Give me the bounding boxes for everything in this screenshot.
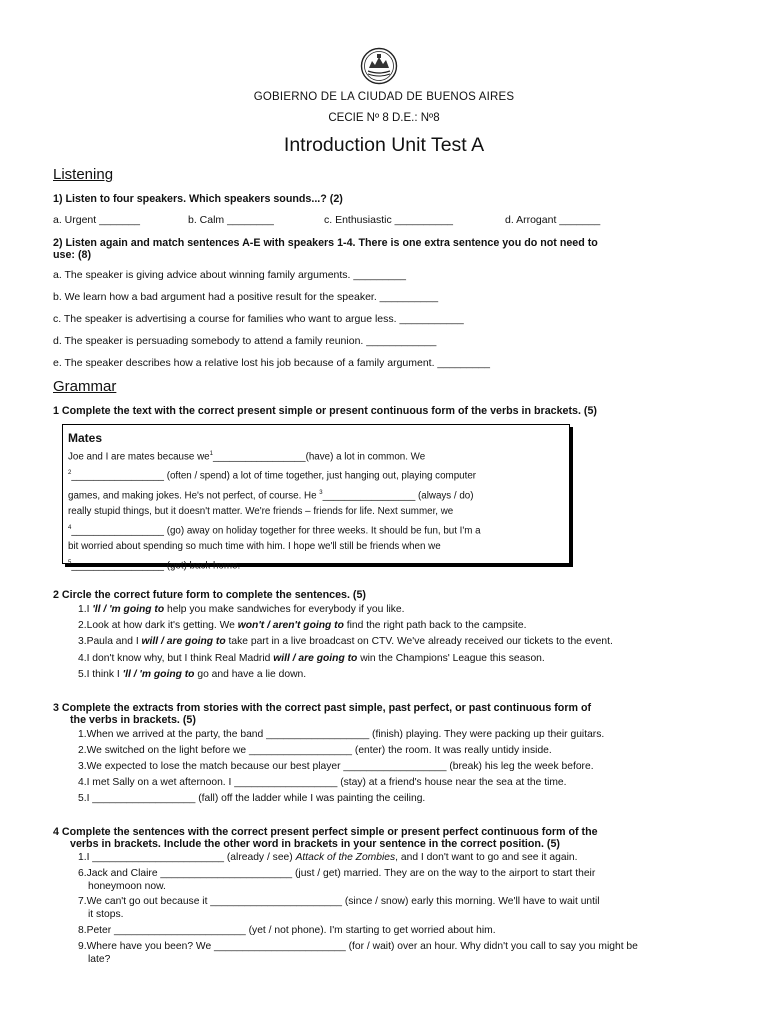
listening-question-2: [53, 237, 713, 261]
past-item-2: 2.We switched on the light before we __________________ (enter) the room. It was really untidy inside.: [78, 745, 552, 756]
perfect-item-9-cont: late?: [88, 954, 111, 965]
perfect-item-8: 8.Peter _______________________ (yet / not phone). I'm starting to get worried about him.: [78, 925, 496, 936]
perfect-item-6: 6.Jack and Claire _______________________ (just / get) married. They are on the way to the airport to start their: [78, 868, 596, 879]
option-calm: b. Calm ________: [188, 214, 274, 226]
future-item-3: 3.Paula and I will / are going to take part in a live broadcast on CTV. We've already received our tickets to the event.: [78, 636, 613, 647]
mates-line-6: bit worried about spending so much time with him. I hope we'll still be friends when we: [68, 541, 441, 553]
mates-line-5: $^4$_________________ (go) away on holiday together for three weeks. It should be fun, but I'm a: [68, 524, 481, 537]
future-item-2: 2.Look at how dark it's getting. We won't / aren't going to find the right path back to the campsite.: [78, 620, 527, 631]
mates-line-3: games, and making jokes. He's not perfect, of course. He $^3$_________________ (always / do): [68, 489, 474, 501]
perfect-item-7-cont: it stops.: [88, 909, 124, 920]
grammar-question-2: 2 Circle the correct future form to complete the sentences. (5): [53, 589, 366, 601]
sentence-b: b. We learn how a bad argument had a positive result for the speaker. __________: [53, 291, 439, 303]
past-item-4: 4.I met Sally on a wet afternoon. I __________________ (stay) at a friend's house near the sea at the time.: [78, 777, 567, 788]
future-item-5: 5.I think I 'll / 'm going to go and have a lie down.: [78, 669, 307, 680]
sentence-d: d. The speaker is persuading somebody to attend a family reunion. ____________: [53, 335, 437, 347]
mates-line-7: $^5$_________________ (get) back home.: [68, 560, 241, 572]
perfect-item-6-cont: honeymoon now.: [88, 881, 166, 892]
sentence-a: a. The speaker is giving advice about winning family arguments. _________: [53, 269, 406, 281]
mates-line-1: Joe and I are mates because $we^1\_\_\_\_\_\_\_\_\_\_\_\_\_\_\_\_\_(have)$ a lot in common. We: [68, 451, 426, 463]
grammar-question-1: 1 Complete the text with the correct present simple or present continuous form of the verbs in brackets. (5): [53, 405, 597, 417]
grammar-heading: Grammar: [53, 378, 117, 395]
city-seal-icon: [360, 47, 398, 85]
perfect-item-1: 1.I _______________________ (already / see) Attack of the Zombies, and I don't want to go and see it again.: [78, 852, 578, 863]
government-heading: GOBIERNO DE LA CIUDAD DE BUENOS AIRES: [253, 91, 515, 103]
grammar-question-3-line2: the verbs in brackets. (5): [70, 714, 196, 726]
listening-question-2-line1: 2) Listen again and match sentences A-E with speakers 1-4. There is one extra sentence you do not need to: [53, 237, 598, 249]
sentence-c: c. The speaker is advertising a course for families who want to argue less. ___________: [53, 313, 464, 325]
future-item-4: 4.I don't know why, but I think Real Madrid will / are going to win the Champions' League this season.: [78, 653, 545, 664]
past-item-3: 3.We expected to lose the match because our best player __________________ (break) his leg the week before.: [78, 761, 594, 772]
grammar-question-3-line1: 3 Complete the extracts from stories with the correct past simple, past perfect, or past continuous form of: [53, 702, 592, 714]
grammar-question-4-line1: 4 Complete the sentences with the correct present perfect simple or present perfect continuous form of the: [53, 826, 598, 838]
past-item-5: 5.I __________________ (fall) off the ladder while I was painting the ceiling.: [78, 793, 426, 804]
grammar-question-4-line2: verbs in brackets. Include the other word in brackets in your sentence in the correct position. (5): [70, 838, 560, 850]
option-enthusiastic: c. Enthusiastic __________: [324, 214, 454, 226]
option-arrogant: d. Arrogant _______: [505, 214, 601, 226]
future-item-1: 1.I 'll / 'm going to help you make sandwiches for everybody if you like.: [78, 604, 405, 615]
listening-question-2-line2: use: (8): [53, 249, 92, 261]
perfect-item-7: 7.We can't go out because it _______________________ (since / snow) early this morning. We'll have to wait until: [78, 896, 600, 907]
mates-line-4: really stupid things, but it doesn't matter. We're friends – friends for life. Next summer, we: [68, 505, 454, 517]
past-item-1: 1.When we arrived at the party, the band __________________ (finish) playing. They were packing up their guitars.: [78, 729, 605, 740]
grammar-question-4: [53, 826, 713, 850]
mates-text-box: [62, 424, 570, 572]
option-urgent: a. Urgent _______: [53, 214, 140, 226]
page-title: Introduction Unit Test A: [283, 134, 485, 156]
sentence-e: e. The speaker describes how a relative lost his job because of a family argument. _________: [53, 357, 490, 369]
perfect-item-9: 9.Where have you been? We _______________________ (for / wait) over an hour. Why didn't you call to say you might be: [78, 941, 638, 952]
mates-title: Mates: [68, 431, 103, 445]
grammar-question-3: [53, 702, 713, 726]
listening-heading: Listening: [53, 166, 114, 183]
mates-line-2: $^2$_________________ (often / spend) a lot of time together, just hanging out, playing computer: [68, 470, 477, 482]
school-heading: CECIE Nº 8 D.E.: Nº8: [328, 112, 440, 124]
listening-question-1: 1) Listen to four speakers. Which speakers sounds...? (2): [53, 193, 343, 205]
